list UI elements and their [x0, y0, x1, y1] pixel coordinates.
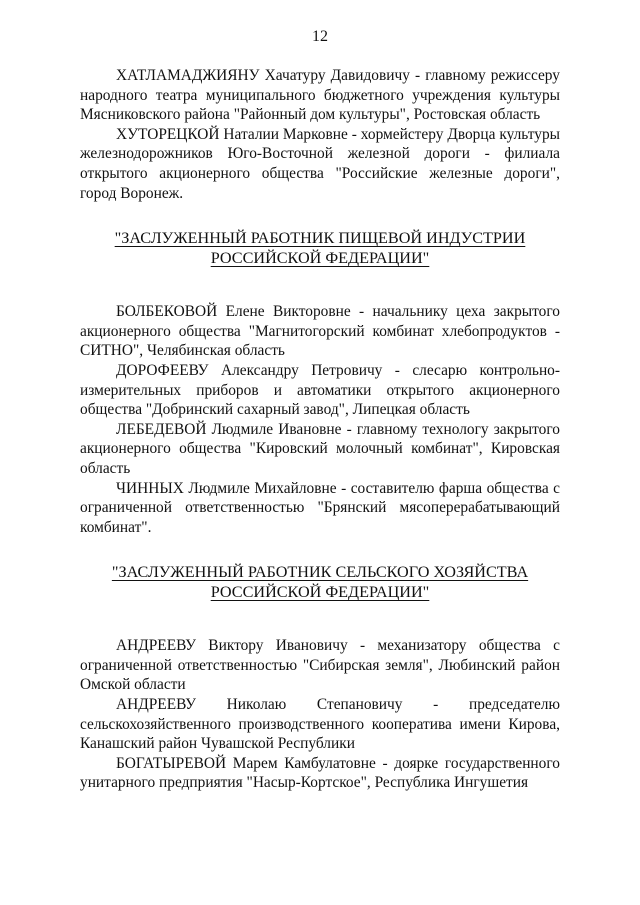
award-section-food-industry — [80, 228, 560, 537]
award-section-agriculture — [80, 562, 560, 793]
award-entry: ХУТОРЕЦКОЙ Наталии Марковне - хормейстеру Дворца культуры железнодорожников Юго-Восточной железной дороги - филиала открытого акционерного общества "Российские железные дороги", город Воронеж. — [80, 125, 560, 202]
award-entry: ЧИННЫХ Людмиле Михайловне - составителю фарша общества с ограниченной ответственностью "Брянский мясоперерабатывающий комбинат". — [80, 479, 560, 536]
section-heading-line-1: "ЗАСЛУЖЕННЫЙ РАБОТНИК СЕЛЬСКОГО ХОЗЯЙСТВА — [111, 563, 529, 582]
page-number: 12 — [312, 28, 328, 45]
award-list-continued — [80, 66, 560, 203]
section-heading-line-2: РОССИЙСКОЙ ФЕДЕРАЦИИ" — [210, 583, 430, 602]
award-entry: ДОРОФЕЕВУ Александру Петровичу - слесарю контрольно-измерительных приборов и автоматики открытого акционерного общества "Добринский сахарный завод", Липецкая область — [80, 361, 560, 419]
award-entry: АНДРЕЕВУ Николаю Степановичу - председателю сельскохозяйственного производственного кооператива имени Кирова, Канашский район Чувашской Республики — [80, 696, 560, 753]
award-entry: ЛЕБЕДЕВОЙ Людмиле Ивановне - главному технологу закрытого акционерного общества "Кировский молочный комбинат", Кировская область — [80, 420, 560, 477]
award-entry: АНДРЕЕВУ Виктору Ивановичу - механизатору общества с ограниченной ответственностью "Сибирская земля", Любинский район Омской области — [80, 637, 560, 694]
section-heading — [80, 228, 560, 248]
section-heading-cont — [80, 248, 560, 268]
award-entry: БОГАТЫРЕВОЙ Марем Камбулатовне - доярке государственного унитарного предприятия "Насыр-Кортское", Республика Ингушетия — [80, 754, 560, 792]
document-body — [80, 66, 560, 793]
section-heading-cont — [80, 582, 560, 602]
award-entry: ХАТЛАМАДЖИЯНУ Хачатуру Давидовичу - главному режиссеру народного театра муниципального бюджетного учреждения культуры Мясниковского района "Районный дом культуры", Ростовская область — [80, 67, 560, 124]
award-entry: БОЛБЕКОВОЙ Елене Викторовне - начальнику цеха закрытого акционерного общества "Магнитогорский комбинат хлебопродуктов - СИТНО", Челябинская область — [80, 303, 560, 360]
section-heading — [80, 562, 560, 582]
section-heading-line-2: РОССИЙСКОЙ ФЕДЕРАЦИИ" — [210, 249, 430, 268]
section-heading-line-1: "ЗАСЛУЖЕННЫЙ РАБОТНИК ПИЩЕВОЙ ИНДУСТРИИ — [114, 229, 526, 248]
